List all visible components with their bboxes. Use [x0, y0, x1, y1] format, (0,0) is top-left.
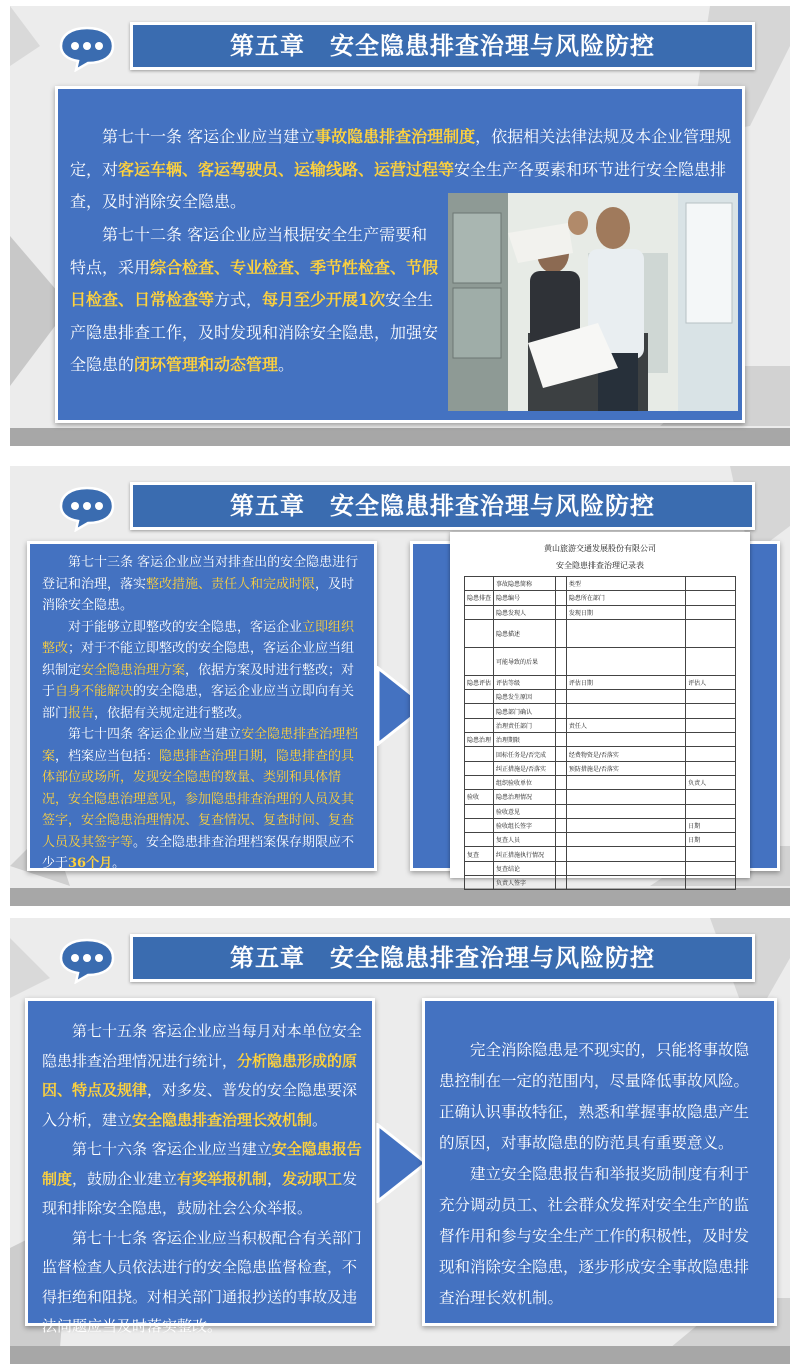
- form-cell: 复查结论: [494, 861, 556, 875]
- form-cell: [465, 577, 494, 591]
- form-cell: [465, 718, 494, 732]
- form-cell: [465, 833, 494, 847]
- form-table: [464, 576, 736, 890]
- chapter-title: 第五章 安全隐患排查治理与风险防控: [130, 934, 755, 982]
- form-cell: 负责人签字: [494, 876, 556, 890]
- form-cell: [465, 605, 494, 619]
- form-company: 黄山旅游交通发展股份有限公司: [544, 544, 656, 553]
- form-cell: 回标任务是/否完成: [494, 747, 556, 761]
- article-72: 第七十二条 客运企业应当根据安全生产需要和特点，采用综合检查、专业检查、季节性检查、节假日检查、日常检查等方式，每月至少开展1次安全生产隐患排查工作，及时发现和消除安全隐患，加强安全隐患的闭环管理和动态管理。: [70, 225, 439, 374]
- form-cell: [686, 704, 736, 718]
- form-cell: 评估日期: [566, 675, 685, 689]
- form-cell: [465, 704, 494, 718]
- article-73: 第七十三条 客运企业应当对排查出的安全隐患进行登记和治理，落实整改措施、责任人和完成时限，及时消除安全隐患。: [42, 555, 359, 613]
- form-row: [465, 675, 736, 689]
- form-row: [465, 804, 736, 818]
- form-cell: 治理期限: [494, 733, 556, 747]
- form-cell: [556, 747, 567, 761]
- form-cell: [556, 605, 567, 619]
- form-cell: [556, 818, 567, 832]
- form-cell: [686, 761, 736, 775]
- form-cell: [686, 747, 736, 761]
- form-cell: [686, 647, 736, 675]
- form-cell: [566, 690, 685, 704]
- form-row: [465, 818, 736, 832]
- form-cell: 隐患治理情况: [494, 790, 556, 804]
- form-cell: 日期: [686, 833, 736, 847]
- form-cell: 隐患部门确认: [494, 704, 556, 718]
- form-cell: [465, 647, 494, 675]
- form-row: [465, 690, 736, 704]
- form-cell: 隐患描述: [494, 619, 556, 647]
- form-cell: [686, 861, 736, 875]
- form-row: [465, 761, 736, 775]
- speech-bubble-icon: [58, 24, 116, 72]
- form-cell: [686, 718, 736, 732]
- speech-bubble-icon: [58, 936, 116, 984]
- form-cell: [556, 591, 567, 605]
- form-cell: 发现日期: [566, 605, 685, 619]
- form-cell: [566, 704, 685, 718]
- panel-bottom-bar: [10, 1346, 790, 1364]
- form-cell: [465, 775, 494, 789]
- form-cell: [556, 861, 567, 875]
- article-75: 第七十五条 客运企业应当每月对本单位安全隐患排查治理情况进行统计，分析隐患形成的原因、特点及规律，对多发、普发的安全隐患要深入分析，建立安全隐患排查治理长效机制。: [42, 1022, 362, 1129]
- form-cell: [465, 690, 494, 704]
- form-cell: [465, 804, 494, 818]
- article-76: 第七十六条 客运企业应当建立安全隐患报告制度，鼓励企业建立有奖举报机制，发动职工发现和排除安全隐患，鼓励社会公众举报。: [42, 1140, 362, 1217]
- hazard-record-form: [450, 532, 750, 888]
- form-cell: [566, 804, 685, 818]
- article-box-left: [25, 998, 375, 1335]
- form-cell: 纠正措施是/否落实: [494, 761, 556, 775]
- form-cell: [686, 619, 736, 647]
- form-cell: [465, 876, 494, 890]
- article-box-left: [27, 541, 377, 871]
- form-cell: [556, 675, 567, 689]
- form-row: [465, 605, 736, 619]
- form-cell: 隐患发生原因: [494, 690, 556, 704]
- form-cell: [566, 847, 685, 861]
- form-cell: [556, 761, 567, 775]
- panel-bottom-bar: [10, 888, 790, 906]
- form-row: [465, 861, 736, 875]
- form-cell: [566, 733, 685, 747]
- form-cell: [465, 861, 494, 875]
- section-panel-1: [10, 6, 790, 446]
- form-cell: 隐患所在部门: [566, 591, 685, 605]
- form-row: [465, 704, 736, 718]
- form-cell: [566, 775, 685, 789]
- commentary-paragraph-1: 完全消除隐患是不现实的，只能将事故隐患控制在一定的范围内，尽量降低事故风险。正确认识事故特征，熟悉和掌握事故隐患产生的原因，对事故隐患的防范具有重要意义。: [439, 1041, 750, 1152]
- form-cell: 隐患评估: [465, 675, 494, 689]
- form-cell: [465, 761, 494, 775]
- form-cell: 组织验收单位: [494, 775, 556, 789]
- article-77: 第七十七条 客运企业应当积极配合有关部门监督检查人员依法进行的安全隐患监督检查，不得拒绝和阻挠。对相关部门通报抄送的事故及违法问题应当及时落实整改。: [42, 1228, 362, 1335]
- form-cell: [556, 647, 567, 675]
- article-73-rectify: 对于能够立即整改的安全隐患，客运企业立即组织整改；对于不能立即整改的安全隐患，客运企业应当组织制定安全隐患治理方案，依据方案及时进行整改；对于自身不能解决的安全隐患，客运企业应当立即向有关部门报告，依据有关规定进行整改。: [42, 619, 355, 721]
- form-cell: [566, 861, 685, 875]
- form-row: [465, 847, 736, 861]
- section-panel-3: [10, 918, 790, 1364]
- form-cell: [566, 790, 685, 804]
- form-cell: [556, 577, 567, 591]
- form-cell: [556, 804, 567, 818]
- form-cell: [566, 833, 685, 847]
- form-cell: 责任人: [566, 718, 685, 732]
- form-cell: [686, 577, 736, 591]
- form-cell: [465, 747, 494, 761]
- form-cell: 经费物资是/否落实: [566, 747, 685, 761]
- form-cell: 验收意见: [494, 804, 556, 818]
- form-row: [465, 833, 736, 847]
- form-row: [465, 619, 736, 647]
- form-cell: [686, 804, 736, 818]
- form-cell: [556, 775, 567, 789]
- form-cell: 验收组长签字: [494, 818, 556, 832]
- form-cell: 事故隐患简称: [494, 577, 556, 591]
- form-cell: 评估等级: [494, 675, 556, 689]
- form-cell: [556, 690, 567, 704]
- form-cell: 隐患发现人: [494, 605, 556, 619]
- form-row: [465, 577, 736, 591]
- form-cell: [566, 619, 685, 647]
- form-cell: [686, 591, 736, 605]
- form-cell: 日期: [686, 818, 736, 832]
- form-cell: 纠正措施执行情况: [494, 847, 556, 861]
- form-cell: [566, 818, 685, 832]
- form-cell: [465, 818, 494, 832]
- form-row: [465, 775, 736, 789]
- form-title: 安全隐患排查治理记录表: [556, 561, 644, 570]
- form-cell: [556, 704, 567, 718]
- form-cell: [465, 619, 494, 647]
- form-cell: 负责人: [686, 775, 736, 789]
- panel-bottom-bar: [10, 428, 790, 446]
- form-row: [465, 591, 736, 605]
- form-cell: [686, 876, 736, 890]
- article-74: 第七十四条 客运企业应当建立安全隐患排查治理档案，档案应当包括：隐患排查治理日期，隐患排查的具体部位或场所，发现安全隐患的数量、类别和具体情况，安全隐患治理意见，参加隐患排查治理的人员及其签字，安全隐患治理情况、复查情况、复查时间、复查人员及其签字等。安全隐患排查治理档案保存期限应不少于36个月。: [42, 727, 359, 871]
- form-cell: [556, 847, 567, 861]
- form-cell: [686, 690, 736, 704]
- form-row: [465, 790, 736, 804]
- form-cell: [566, 876, 685, 890]
- form-cell: 复查人员: [494, 833, 556, 847]
- form-row: [465, 876, 736, 890]
- commentary-box-right: [422, 998, 777, 1326]
- form-cell: 类型: [566, 577, 685, 591]
- form-cell: [686, 733, 736, 747]
- inspection-photo: [448, 193, 738, 411]
- article-71: 第七十一条 客运企业应当建立事故隐患排查治理制度，依据相关法律法规及本企业管理规定，对客运车辆、客运驾驶员、运输线路、运营过程等安全生产各要素和环节进行安全隐患排查，及时消除安全隐患。: [70, 127, 732, 211]
- speech-bubble-icon: [58, 484, 116, 532]
- form-row: [465, 747, 736, 761]
- form-cell: 隐患编号: [494, 591, 556, 605]
- form-cell: 隐患治理: [465, 733, 494, 747]
- form-cell: [566, 647, 685, 675]
- form-cell: [686, 790, 736, 804]
- form-cell: 评估人: [686, 675, 736, 689]
- form-cell: [556, 619, 567, 647]
- form-cell: 隐患排查: [465, 591, 494, 605]
- commentary-paragraph-2: 建立安全隐患报告和举报奖励制度有利于充分调动员工、社会群众发挥对安全生产的监督作用和参与安全生产工作的积极性，及时发现和消除安全隐患，逐步形成安全事故隐患排查治理长效机制。: [439, 1165, 750, 1307]
- form-cell: [556, 833, 567, 847]
- form-cell: [686, 847, 736, 861]
- chapter-title: 第五章 安全隐患排查治理与风险防控: [130, 22, 755, 70]
- form-cell: [556, 733, 567, 747]
- article-box: [55, 86, 745, 423]
- form-cell: 可能导致的后果: [494, 647, 556, 675]
- form-row: [465, 647, 736, 675]
- form-cell: 验收: [465, 790, 494, 804]
- form-cell: [686, 605, 736, 619]
- chapter-title: 第五章 安全隐患排查治理与风险防控: [130, 482, 755, 530]
- form-row: [465, 733, 736, 747]
- form-cell: [556, 790, 567, 804]
- form-row: [465, 718, 736, 732]
- form-cell: [556, 876, 567, 890]
- form-cell: 预防措施是/否落实: [566, 761, 685, 775]
- form-cell: 治理责任部门: [494, 718, 556, 732]
- form-cell: [556, 718, 567, 732]
- form-cell: 复查: [465, 847, 494, 861]
- section-panel-2: [10, 466, 790, 906]
